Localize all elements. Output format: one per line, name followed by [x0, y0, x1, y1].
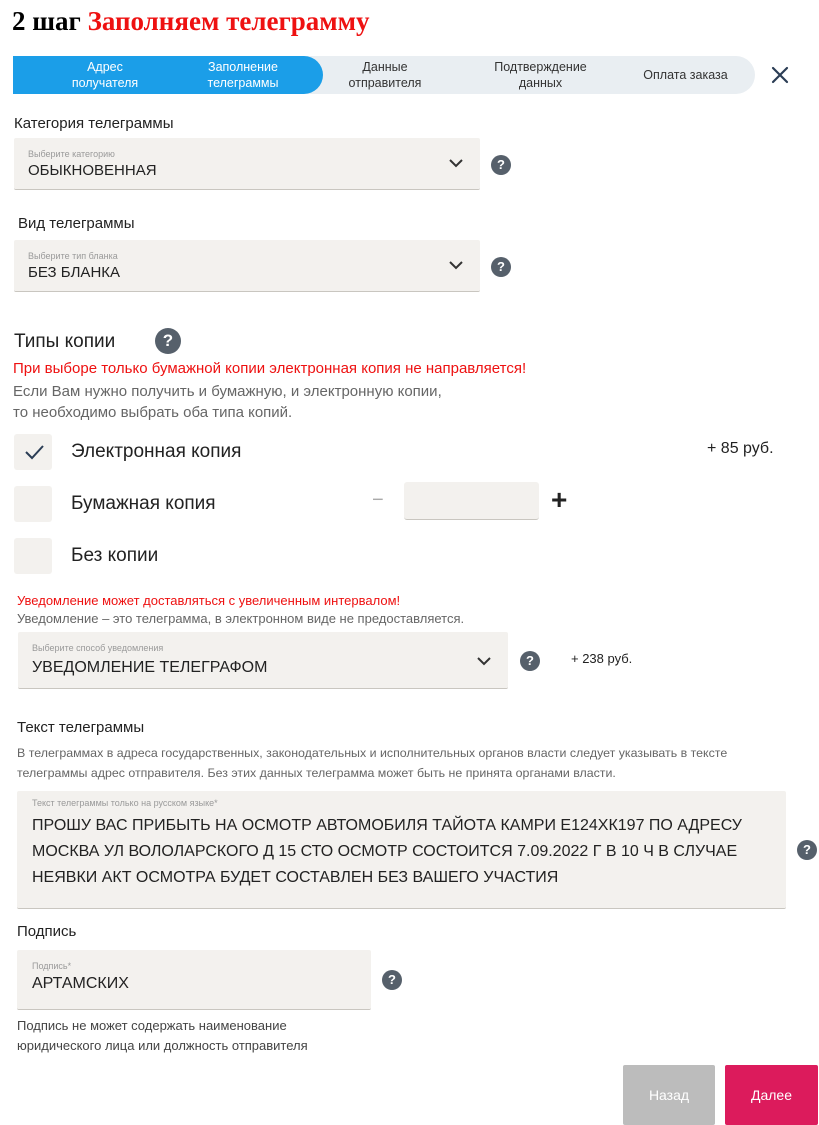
- chevron-down-icon: [448, 259, 464, 271]
- text-info-line2: телеграммы адрес отправителя. Без этих данных телеграмма может быть не принята органами власти.: [17, 766, 616, 780]
- category-select[interactable]: [14, 138, 480, 190]
- signature-placeholder: Подпись*: [32, 961, 72, 971]
- step-sender-data[interactable]: Данные отправителя: [348, 60, 422, 90]
- copies-warning: При выборе только бумажной копии электронная копия не направляется!: [13, 360, 527, 377]
- type-label: Вид телеграммы: [18, 215, 135, 232]
- chevron-down-icon: [448, 157, 464, 169]
- electronic-copy-checkbox[interactable]: [14, 434, 52, 470]
- text-label: Текст телеграммы: [17, 719, 145, 736]
- signature-label: Подпись: [17, 923, 77, 940]
- category-help-icon[interactable]: ?: [491, 155, 511, 175]
- type-placeholder: Выберите тип бланка: [28, 251, 118, 261]
- text-help-icon[interactable]: ?: [797, 840, 817, 860]
- next-button[interactable]: Далее: [725, 1065, 818, 1125]
- step-recipient-address[interactable]: Адрес получателя: [71, 60, 139, 90]
- copies-title: Типы копии: [14, 331, 116, 352]
- paper-copy-checkbox[interactable]: [14, 486, 52, 522]
- step-confirm-data[interactable]: Подтверждение данных: [494, 60, 587, 90]
- quantity-minus-button[interactable]: −: [372, 489, 384, 511]
- type-help-icon[interactable]: ?: [491, 257, 511, 277]
- step-title: Заполняем телеграмму: [87, 6, 370, 36]
- no-copy-label: Без копии: [71, 545, 159, 566]
- notification-warning: Уведомление может доставляться с увеличенным интервалом!: [17, 593, 401, 608]
- category-value: ОБЫКНОВЕННАЯ: [28, 162, 157, 179]
- telegram-text-placeholder: Текст телеграммы только на русском языке*: [32, 798, 218, 808]
- notification-placeholder: Выберите способ уведомления: [32, 643, 164, 653]
- telegram-text-area[interactable]: [17, 791, 786, 909]
- paper-copy-label: Бумажная копия: [71, 493, 216, 514]
- notification-value: УВЕДОМЛЕНИЕ ТЕЛЕГРАФОМ: [32, 659, 268, 676]
- type-select[interactable]: [14, 240, 480, 292]
- telegram-text-value: ПРОШУ ВАС ПРИБЫТЬ НА ОСМОТР АВТОМОБИЛЯ ТАЙОТА КАМРИ Е124ХК197 ПО АДРЕСУ МОСКВА УЛ ВОЛОЛАРСКОГО Д 15 СТО ОСМОТР СОСТОИТСЯ 7.09.2022 Г В 10 Ч В СЛУЧАЕ НЕЯВКИ АКТ ОСМОТРА БУДЕТ СОСТАВЛЕН БЕЗ ВАШЕГО УЧАСТИЯ: [32, 817, 742, 886]
- text-info-line1: В телеграммах в адреса государственных, законодательных и исполнительных органов власти следует указывать в тексте: [17, 746, 728, 760]
- signature-input[interactable]: [17, 950, 371, 1010]
- signature-note-line2: юридического лица или должность отправителя: [17, 1038, 308, 1053]
- back-button[interactable]: Назад: [623, 1065, 715, 1125]
- step-number: 2 шаг: [12, 6, 81, 36]
- no-copy-checkbox[interactable]: [14, 538, 52, 574]
- notification-select[interactable]: [18, 632, 508, 689]
- category-label: Категория телеграммы: [14, 115, 174, 132]
- quantity-plus-button[interactable]: +: [551, 484, 568, 515]
- chevron-down-icon: [476, 655, 492, 667]
- electronic-copy-price: + 85 руб.: [707, 440, 774, 457]
- notification-price: + 238 руб.: [571, 651, 633, 666]
- copies-info-line1: Если Вам нужно получить и бумажную, и электронную копии,: [13, 383, 442, 400]
- check-icon: [24, 444, 44, 460]
- step-payment[interactable]: Оплата заказа: [643, 68, 728, 82]
- notification-info: Уведомление – это телеграмма, в электронном виде не предоставляется.: [17, 611, 465, 626]
- type-value: БЕЗ БЛАНКА: [28, 264, 121, 281]
- electronic-copy-label: Электронная копия: [71, 441, 242, 462]
- signature-note-line1: Подпись не может содержать наименование: [17, 1018, 287, 1033]
- progress-stepper: [13, 56, 755, 94]
- step-fill-telegram[interactable]: Заполнение телеграммы: [207, 60, 279, 90]
- notification-help-icon[interactable]: ?: [520, 651, 540, 671]
- signature-value: АРТАМСКИХ: [32, 975, 129, 992]
- category-placeholder: Выберите категорию: [28, 149, 115, 159]
- copies-help-icon[interactable]: ?: [155, 328, 181, 354]
- close-icon[interactable]: [769, 64, 791, 86]
- signature-help-icon[interactable]: ?: [382, 970, 402, 990]
- paper-copy-quantity-input[interactable]: [404, 482, 539, 520]
- page-heading: [12, 6, 370, 37]
- copies-info-line2: то необходимо выбрать оба типа копий.: [13, 404, 293, 421]
